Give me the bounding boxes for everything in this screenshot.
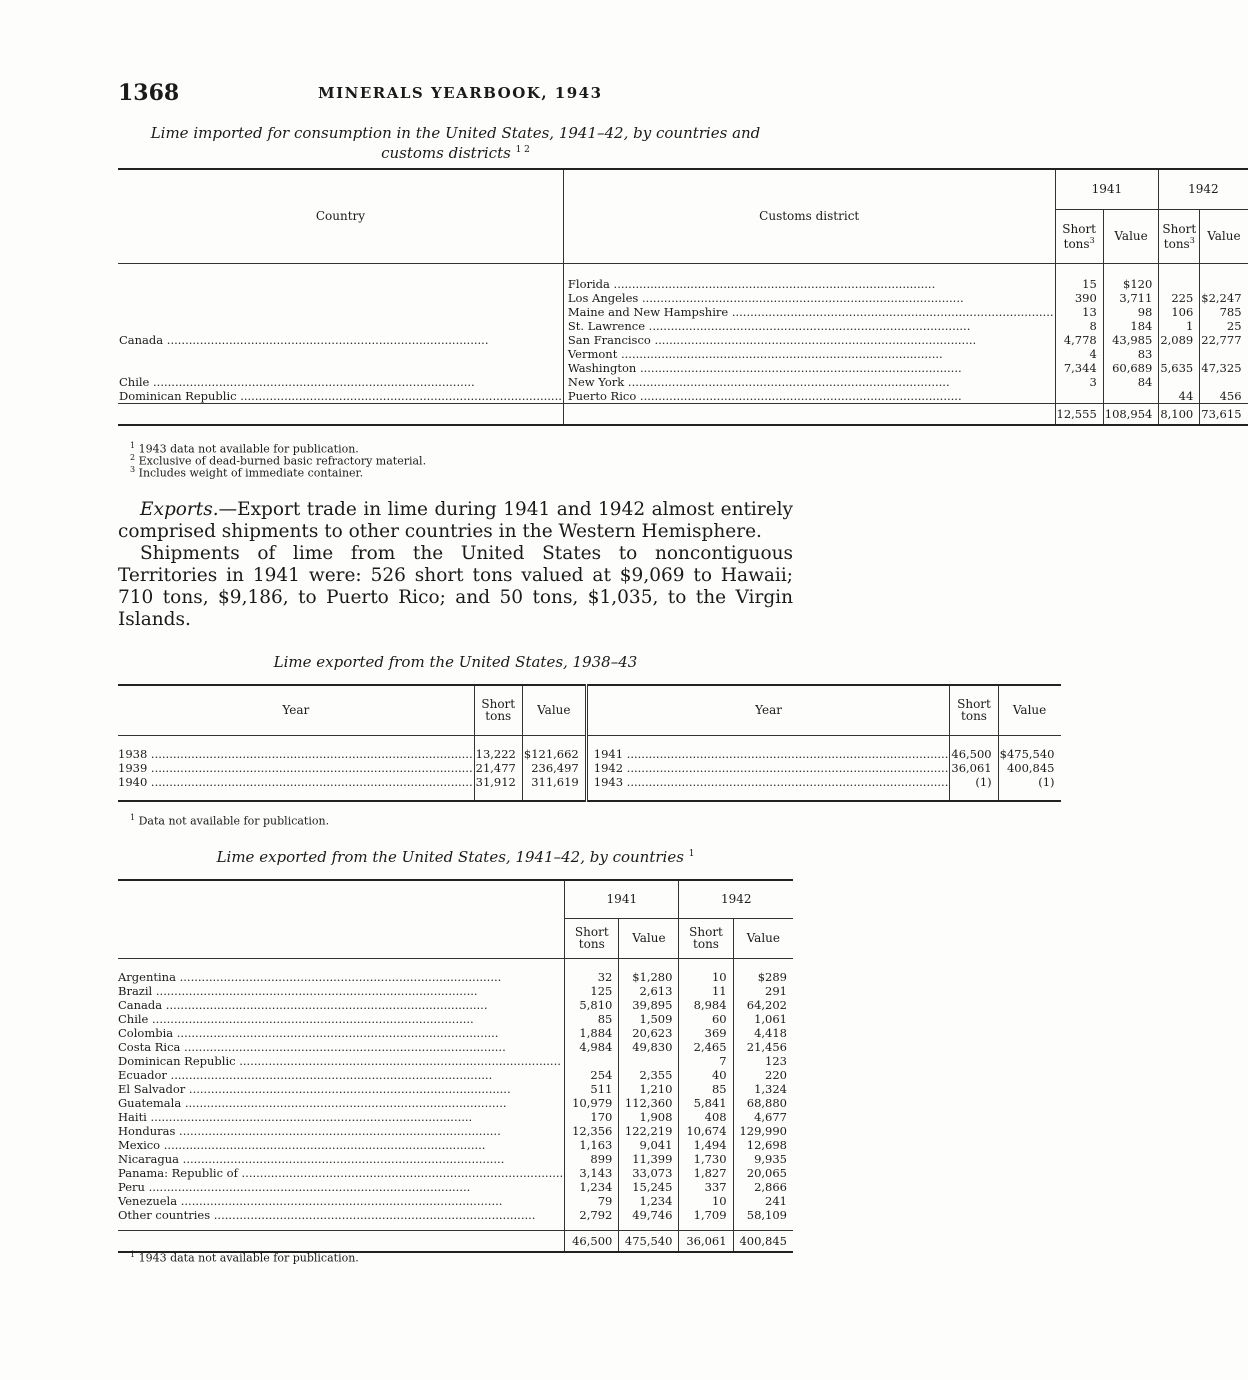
value-cell: 11 <box>679 984 733 998</box>
value-cell: 123 <box>733 1054 793 1068</box>
col-header-1942: 1942 <box>1159 169 1248 209</box>
value-cell: 20,623 <box>619 1026 679 1040</box>
table-row <box>118 1096 793 1110</box>
table-row <box>118 1152 793 1166</box>
value-cell: 170 <box>565 1110 619 1124</box>
country-cell <box>118 305 563 319</box>
year-cell <box>118 747 474 761</box>
country-cell <box>118 347 563 361</box>
table3-caption-ref: 1 <box>688 849 695 859</box>
value-cell: 1,324 <box>733 1082 793 1096</box>
country-cell <box>118 333 563 347</box>
district-cell-text: New York <box>567 375 625 389</box>
country-cell-text: Nicaragua <box>118 1152 180 1166</box>
value-cell: 12,698 <box>733 1138 793 1152</box>
country-cell <box>118 1040 565 1054</box>
year-cell-text: 1941 <box>593 747 624 761</box>
value-cell: 8 <box>1055 319 1103 333</box>
table-row <box>118 305 1248 319</box>
country-text: Dominican Republic <box>119 389 237 403</box>
table-row <box>118 1082 793 1096</box>
district-cell <box>563 389 1055 404</box>
table-row <box>118 1110 793 1124</box>
value-cell: 7,344 <box>1055 361 1103 375</box>
value-cell: 84 <box>1103 375 1159 389</box>
value-cell: 5,841 <box>679 1096 733 1110</box>
table-row <box>118 319 1248 333</box>
country-cell <box>118 1208 565 1222</box>
table1-caption-line2: customs districts $^{1 2}$ <box>381 144 530 162</box>
country-cell-text: Costa Rica <box>118 1040 181 1054</box>
table-row <box>118 998 793 1012</box>
t3-col-value-1941: Value <box>619 918 679 958</box>
country-cell <box>118 1152 565 1166</box>
country-cell <box>118 1082 565 1096</box>
value-cell: 1,827 <box>679 1166 733 1180</box>
value-cell: 2,866 <box>733 1180 793 1194</box>
value-cell: 40 <box>679 1068 733 1082</box>
value-cell: 369 <box>679 1026 733 1040</box>
country-cell <box>118 1194 565 1208</box>
country-cell <box>118 375 563 389</box>
tons-cell: 21,477 <box>474 761 522 775</box>
table-row <box>118 1138 793 1152</box>
country-cell-text: Other countries <box>118 1208 211 1222</box>
value-cell: 83 <box>1103 347 1159 361</box>
table-row <box>118 761 1061 775</box>
value-cell: 241 <box>733 1194 793 1208</box>
district-cell <box>563 291 1055 305</box>
value-cell: (1) <box>998 775 1060 789</box>
total-cell: 475,540 <box>619 1230 679 1252</box>
footnote-mark: 1 <box>130 441 136 450</box>
value-cell: 1,908 <box>619 1110 679 1124</box>
spacer-row <box>118 789 1061 801</box>
value-cell: 39,895 <box>619 998 679 1012</box>
year-cell-text: 1940 <box>118 775 148 789</box>
year-cell <box>118 775 474 789</box>
table-row <box>118 361 1248 375</box>
table-row <box>118 347 1248 361</box>
col-header-short-tons-1942: Short tons$^3$ <box>1159 209 1200 263</box>
value-cell: 337 <box>679 1180 733 1194</box>
value-cell: 511 <box>565 1082 619 1096</box>
value-cell: 1,509 <box>619 1012 679 1026</box>
country-cell-text: Peru <box>118 1180 145 1194</box>
value-cell: 1,709 <box>679 1208 733 1222</box>
imports-table-body <box>118 263 1248 425</box>
country-cell <box>118 1110 565 1124</box>
t3-col-1942: 1942 <box>679 880 793 918</box>
table2-caption: Lime exported from the United States, 1938–43 <box>273 653 638 671</box>
footnote-mark: 2 <box>130 453 136 462</box>
page-number: 1368 <box>118 80 180 106</box>
t3-col-value-1942: Value <box>733 918 793 958</box>
country-cell <box>118 291 563 305</box>
value-cell: 220 <box>733 1068 793 1082</box>
value-cell: 311,619 <box>522 775 586 789</box>
total-spacer <box>118 404 563 426</box>
value-cell <box>619 1054 679 1068</box>
value-cell: $120 <box>1103 277 1159 291</box>
value-cell: $1,280 <box>619 970 679 984</box>
table-row <box>118 1026 793 1040</box>
table-row <box>118 1194 793 1208</box>
year-cell <box>586 747 950 761</box>
total-cell: 36,061 <box>679 1230 733 1252</box>
value-cell: 21,456 <box>733 1040 793 1054</box>
table-row <box>118 775 1061 789</box>
value-cell: 5,810 <box>565 998 619 1012</box>
footnote-text: 1943 data not available for publication. <box>138 442 359 456</box>
value-cell: 11,399 <box>619 1152 679 1166</box>
exports-by-country-table <box>118 879 793 1253</box>
value-cell: 33,073 <box>619 1166 679 1180</box>
value-cell: 9,935 <box>733 1152 793 1166</box>
table-row <box>118 1012 793 1026</box>
value-cell: 1,234 <box>565 1180 619 1194</box>
country-cell-text: Brazil <box>118 984 153 998</box>
table-row <box>118 375 1248 389</box>
footnote-mark: 3 <box>130 465 136 474</box>
value-cell: 64,202 <box>733 998 793 1012</box>
country-cell-text: Panama: Republic of <box>118 1166 238 1180</box>
district-cell <box>563 375 1055 389</box>
district-cell-text: Washington <box>567 361 637 375</box>
value-cell: 2,792 <box>565 1208 619 1222</box>
table-row <box>118 970 793 984</box>
exports-by-country-body <box>118 958 793 1252</box>
value-cell <box>1200 277 1248 291</box>
total-cell: 46,500 <box>565 1230 619 1252</box>
district-cell-text: Los Angeles <box>567 291 639 305</box>
value-cell: 390 <box>1055 291 1103 305</box>
imports-table <box>118 168 1248 426</box>
t2-col-year-left: Year <box>118 685 474 735</box>
country-cell <box>118 970 565 984</box>
value-cell: 184 <box>1103 319 1159 333</box>
country-cell-text: Canada <box>118 998 163 1012</box>
district-cell <box>563 319 1055 333</box>
exports-section <box>118 499 793 631</box>
value-cell: 58,109 <box>733 1208 793 1222</box>
table-row <box>118 333 1248 347</box>
country-cell <box>118 389 563 404</box>
year-cell-text: 1943 <box>593 775 624 789</box>
value-cell: 47,325 <box>1200 361 1248 375</box>
value-cell <box>1055 389 1103 404</box>
t3-col-tons-1941: Short tons <box>565 918 619 958</box>
value-cell: 4 <box>1055 347 1103 361</box>
value-cell: 106 <box>1159 305 1200 319</box>
country-cell-text: Mexico <box>118 1138 161 1152</box>
value-cell: 291 <box>733 984 793 998</box>
value-cell: 125 <box>565 984 619 998</box>
value-cell <box>1159 375 1200 389</box>
value-cell <box>1159 277 1200 291</box>
value-cell: 79 <box>565 1194 619 1208</box>
col-header-1941: 1941 <box>1055 169 1159 209</box>
district-cell <box>563 305 1055 319</box>
year-cell-text: 1938 <box>118 747 148 761</box>
value-cell: 2,355 <box>619 1068 679 1082</box>
value-cell: 236,497 <box>522 761 586 775</box>
country-cell <box>118 1096 565 1110</box>
value-cell <box>1103 389 1159 404</box>
value-cell: 785 <box>1200 305 1248 319</box>
value-cell: 225 <box>1159 291 1200 305</box>
value-cell: 3,143 <box>565 1166 619 1180</box>
value-cell: 44 <box>1159 389 1200 404</box>
value-cell: 254 <box>565 1068 619 1082</box>
value-cell: 456 <box>1200 389 1248 404</box>
table-row <box>118 747 1061 761</box>
table2-footnote: $^1$ Data not available for publication. <box>130 813 330 828</box>
value-cell: 7 <box>679 1054 733 1068</box>
country-cell <box>118 1012 565 1026</box>
table-row <box>118 1208 793 1222</box>
country-cell-text: Argentina <box>118 970 176 984</box>
value-cell: $2,247 <box>1200 291 1248 305</box>
value-cell: 10 <box>679 1194 733 1208</box>
value-cell <box>1200 347 1248 361</box>
value-cell: 60,689 <box>1103 361 1159 375</box>
total-spacer <box>563 404 1055 426</box>
country-cell <box>118 1166 565 1180</box>
country-cell <box>118 319 563 333</box>
tons-cell: 36,061 <box>950 761 998 775</box>
value-cell: 1,234 <box>619 1194 679 1208</box>
table1-caption-refs: 1 2 <box>515 145 530 155</box>
value-cell: 5,635 <box>1159 361 1200 375</box>
value-cell: 1,210 <box>619 1082 679 1096</box>
value-cell: 22,777 <box>1200 333 1248 347</box>
district-cell-text: Florida <box>567 277 610 291</box>
value-cell: 20,065 <box>733 1166 793 1180</box>
footnote-text: Includes weight of immediate container. <box>138 466 364 480</box>
value-cell: 1,494 <box>679 1138 733 1152</box>
value-cell: 1,730 <box>679 1152 733 1166</box>
table-row <box>118 1180 793 1194</box>
t2-col-value-left: Value <box>522 685 586 735</box>
value-cell: 122,219 <box>619 1124 679 1138</box>
country-cell <box>118 1180 565 1194</box>
t2-col-tons-right: Short tons <box>950 685 998 735</box>
table-row <box>118 1166 793 1180</box>
country-cell-text: Honduras <box>118 1124 176 1138</box>
tons-cell: 31,912 <box>474 775 522 789</box>
district-cell <box>563 277 1055 291</box>
country-cell <box>118 1138 565 1152</box>
value-cell: 15,245 <box>619 1180 679 1194</box>
country-cell-text: Dominican Republic <box>118 1054 236 1068</box>
t2-col-value-right: Value <box>998 685 1060 735</box>
value-cell: 9,041 <box>619 1138 679 1152</box>
value-cell: $121,662 <box>522 747 586 761</box>
country-cell-text: Ecuador <box>118 1068 167 1082</box>
footnote <box>130 464 363 480</box>
value-cell: 899 <box>565 1152 619 1166</box>
col-header-country: Country <box>118 169 563 263</box>
col-header-value-1942: Value <box>1200 209 1248 263</box>
value-cell: 2,613 <box>619 984 679 998</box>
t3-col-1941: 1941 <box>565 880 679 918</box>
t3-col-country <box>118 880 565 958</box>
table1-caption-line1: Lime imported for consumption in the United States, 1941–42, by countries and <box>150 124 761 142</box>
value-cell: 3 <box>1055 375 1103 389</box>
year-cell-text: 1942 <box>593 761 624 775</box>
country-cell <box>118 1068 565 1082</box>
country-cell-text: Chile <box>118 1012 149 1026</box>
district-cell <box>563 347 1055 361</box>
total-cell: 108,954 <box>1103 404 1159 426</box>
value-cell: 32 <box>565 970 619 984</box>
tons-cell: 13,222 <box>474 747 522 761</box>
spacer-row <box>118 1222 793 1230</box>
value-cell: 2,089 <box>1159 333 1200 347</box>
country-cell-text: Haiti <box>118 1110 147 1124</box>
value-cell: 60 <box>679 1012 733 1026</box>
value-cell: 85 <box>679 1082 733 1096</box>
footnote-text: Exclusive of dead-burned basic refractory material. <box>138 454 427 468</box>
country-cell <box>118 1026 565 1040</box>
country-cell-text: Colombia <box>118 1026 174 1040</box>
district-cell-text: Puerto Rico <box>567 389 637 403</box>
value-cell: 10,979 <box>565 1096 619 1110</box>
value-cell: 43,985 <box>1103 333 1159 347</box>
country-cell <box>118 998 565 1012</box>
value-cell: 1 <box>1159 319 1200 333</box>
district-cell-text: Maine and New Hampshire <box>567 305 729 319</box>
year-cell <box>586 775 950 789</box>
table-row <box>118 1040 793 1054</box>
value-cell: 10 <box>679 970 733 984</box>
value-cell: 12,356 <box>565 1124 619 1138</box>
table-row <box>118 1054 793 1068</box>
year-cell-text: 1939 <box>118 761 148 775</box>
table3-footnote: $^1$ 1943 data not available for publication. <box>130 1250 359 1265</box>
total-cell: 400,845 <box>733 1230 793 1252</box>
table-row <box>118 984 793 998</box>
district-cell <box>563 361 1055 375</box>
value-cell: 49,746 <box>619 1208 679 1222</box>
table1-caption <box>118 125 793 162</box>
country-cell-text: Guatemala <box>118 1096 182 1110</box>
total-cell: 73,615 <box>1200 404 1248 426</box>
table-row <box>118 291 1248 305</box>
value-cell: $289 <box>733 970 793 984</box>
country-cell-text: Venezuela <box>118 1194 178 1208</box>
district-cell-text: Vermont <box>567 347 618 361</box>
value-cell: 1,061 <box>733 1012 793 1026</box>
value-cell <box>1200 375 1248 389</box>
value-cell: 4,778 <box>1055 333 1103 347</box>
tons-cell: 46,500 <box>950 747 998 761</box>
table-row <box>118 1068 793 1082</box>
value-cell: 400,845 <box>998 761 1060 775</box>
country-cell-text: El Salvador <box>118 1082 186 1096</box>
country-text: Chile <box>119 375 150 389</box>
total-cell: 8,100 <box>1159 404 1200 426</box>
country-cell <box>118 361 563 375</box>
country-cell <box>118 277 563 291</box>
value-cell: 4,984 <box>565 1040 619 1054</box>
table3-caption: Lime exported from the United States, 1941–42, by countries $^1$ <box>216 848 695 866</box>
exports-heading: Exports. <box>140 499 219 520</box>
value-cell: 2,465 <box>679 1040 733 1054</box>
district-cell-text: St. Lawrence <box>567 319 646 333</box>
exports-by-year-body <box>118 735 1061 801</box>
value-cell: 85 <box>565 1012 619 1026</box>
value-cell <box>565 1054 619 1068</box>
table-row <box>118 1124 793 1138</box>
year-cell <box>586 761 950 775</box>
value-cell: 1,884 <box>565 1026 619 1040</box>
value-cell: 4,677 <box>733 1110 793 1124</box>
col-header-short-tons-1941: Short tons$^3$ <box>1055 209 1103 263</box>
table-row <box>118 389 1248 404</box>
col-header-district: Customs district <box>563 169 1055 263</box>
running-title: MINERALS YEARBOOK, 1943 <box>318 84 603 102</box>
value-cell: 13 <box>1055 305 1103 319</box>
country-text: Canada <box>119 333 164 347</box>
value-cell: $475,540 <box>998 747 1060 761</box>
table-row <box>118 277 1248 291</box>
value-cell: 49,830 <box>619 1040 679 1054</box>
country-cell <box>118 984 565 998</box>
exports-paragraph-2: Shipments of lime from the United States to noncontiguous Territories in 1941 were: 526 short tons valued at $9,069 to Hawaii; 710 tons, $9,186, to Puerto Rico; and 50 tons, $1,035, to the Virgin Islands. <box>118 543 793 630</box>
country-cell <box>118 1054 565 1068</box>
exports-paragraph-1: Exports.—Export trade in lime during 1941 and 1942 almost entirely comprised shipments to other countries in the Western Hemisphere. <box>118 499 793 542</box>
value-cell: 129,990 <box>733 1124 793 1138</box>
tons-cell: (1) <box>950 775 998 789</box>
value-cell: 10,674 <box>679 1124 733 1138</box>
t2-col-year-right: Year <box>586 685 950 735</box>
value-cell <box>1159 347 1200 361</box>
value-cell: 25 <box>1200 319 1248 333</box>
value-cell: 8,984 <box>679 998 733 1012</box>
value-cell: 98 <box>1103 305 1159 319</box>
col-header-value-1941: Value <box>1103 209 1159 263</box>
district-cell-text: San Francisco <box>567 333 651 347</box>
exports-by-year-table <box>118 684 1061 802</box>
value-cell: 4,418 <box>733 1026 793 1040</box>
total-cell: 12,555 <box>1055 404 1103 426</box>
total-row <box>118 404 1248 426</box>
page-header <box>118 80 793 106</box>
district-cell <box>563 333 1055 347</box>
value-cell: 1,163 <box>565 1138 619 1152</box>
value-cell: 3,711 <box>1103 291 1159 305</box>
value-cell: 15 <box>1055 277 1103 291</box>
year-cell <box>118 761 474 775</box>
t2-col-tons-left: Short tons <box>474 685 522 735</box>
value-cell: 68,880 <box>733 1096 793 1110</box>
country-cell <box>118 1124 565 1138</box>
t3-col-tons-1942: Short tons <box>679 918 733 958</box>
value-cell: 112,360 <box>619 1096 679 1110</box>
value-cell: 408 <box>679 1110 733 1124</box>
